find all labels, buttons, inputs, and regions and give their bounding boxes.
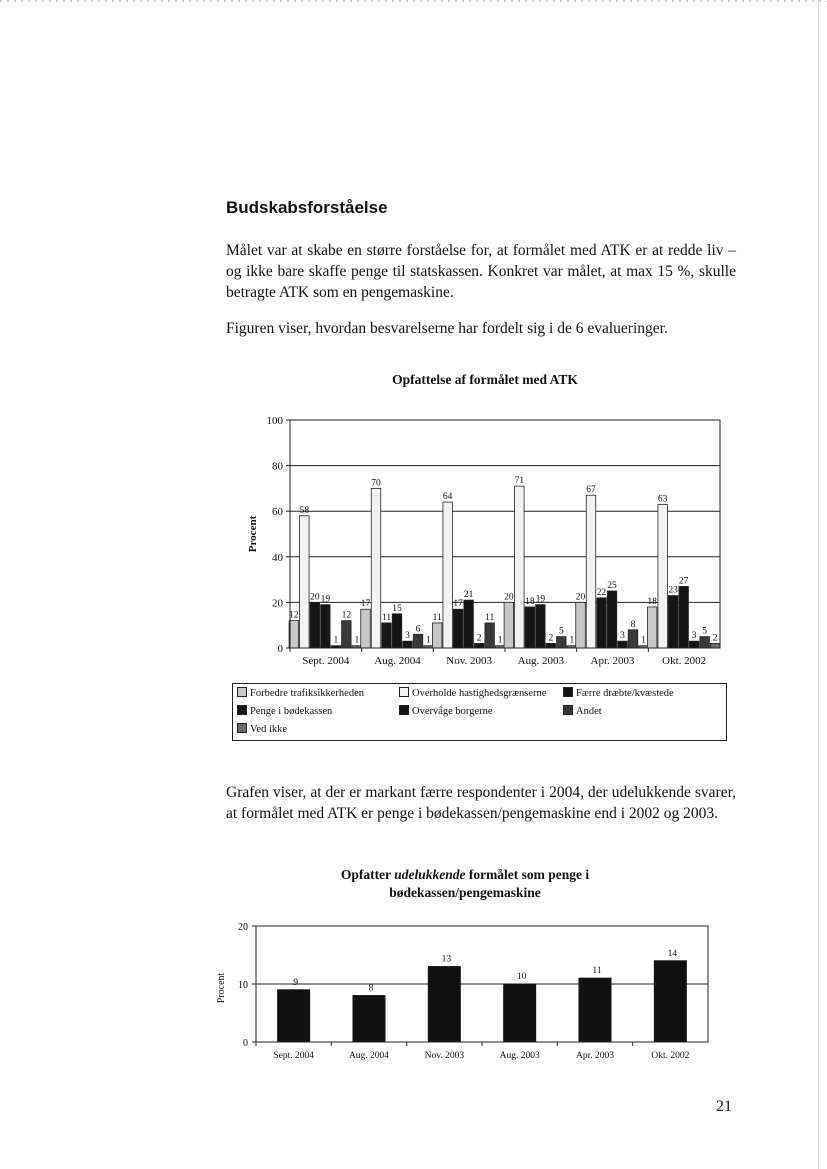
chart1-bar-label: 23 (668, 585, 678, 596)
chart1-bars (289, 486, 720, 648)
legend-swatch (399, 705, 409, 715)
chart1-bar (576, 602, 586, 648)
chart1-bar-label: 58 (299, 505, 310, 516)
chart1-bar (403, 641, 413, 648)
chart2-x-tick-label: Aug. 2004 (348, 1051, 390, 1061)
chart1-bar-label: 63 (657, 494, 668, 505)
chart1-bar-label: 11 (381, 612, 392, 623)
legend-swatch (563, 705, 573, 715)
chart2-x-tick-label: Apr. 2003 (576, 1051, 614, 1061)
chart1-bar (413, 634, 423, 648)
chart1-bar (485, 623, 495, 648)
chart1-bar (700, 637, 710, 648)
chart1-bar-label: 1 (641, 635, 646, 646)
chart1-bar-label: 5 (702, 626, 708, 637)
chart1-bar-label: 2 (476, 633, 482, 644)
chart1-bar-label: 19 (320, 594, 331, 605)
chart1-bar (658, 504, 668, 648)
chart1-bar (628, 630, 638, 648)
chart2-bar-label: 8 (368, 983, 374, 994)
chart1-bar-label: 11 (485, 612, 495, 623)
chart1-bar-label: 25 (607, 581, 617, 591)
paragraph-figure-intro: Figuren viser, hvordan besvarelserne har fordelt sig i de 6 evalueringer. (226, 320, 668, 337)
chart1-bar-label: 18 (525, 596, 535, 607)
page-number: 21 (716, 1098, 732, 1115)
chart1-bar (647, 607, 657, 648)
chart2-bar-label: 13 (441, 954, 452, 965)
chart1-x-tick-label: Aug. 2004 (374, 655, 421, 667)
legend-item (237, 705, 332, 717)
paragraph-goal: Målet var at skabe en større forståelse for, at formålet med ATK er at redde liv – og ikke bare skaffe penge til statskassen. Konkret var målet, at max 15 %, skulle betragte ATK som en pengemaskine. (226, 242, 736, 301)
chart1-gridlines (290, 466, 720, 603)
chart1-bar (607, 591, 617, 648)
chart1-bar-label: 17 (453, 599, 463, 610)
chart1-y-tick-label: 20 (272, 597, 283, 610)
section-heading: Budskabsforståelse (226, 198, 388, 217)
legend-label: Penge i bødekassen (250, 706, 333, 717)
legend-item (399, 687, 546, 699)
chart1-x-tick-label: Sept. 2004 (302, 655, 350, 667)
chart1-bar-label: 21 (463, 590, 474, 601)
chart1-bar-label: 20 (504, 592, 514, 603)
chart1-bar (392, 614, 402, 648)
chart2-bar-label: 14 (667, 948, 678, 959)
chart1-bar (443, 502, 453, 648)
legend-swatch (399, 687, 409, 697)
chart1-x-tick-label: Nov. 2003 (446, 655, 493, 667)
scan-top-edge (0, 0, 827, 2)
chart1-bar-label: 5 (558, 626, 564, 637)
chart1-bar (432, 623, 442, 648)
chart1-bar-label: 3 (620, 631, 625, 642)
chart1-bar (710, 643, 720, 648)
chart1-bar-label: 1 (354, 635, 360, 646)
chart1-bar-label: 3 (691, 631, 697, 642)
chart2-data-labels (293, 949, 677, 994)
chart1-bar-label: 70 (371, 478, 381, 489)
chart2-y-axis-label: Procent (216, 972, 227, 1004)
chart1-bar (474, 643, 484, 648)
chart2-bar (579, 978, 611, 1042)
chart2-bar-label: 11 (592, 966, 602, 977)
chart1-x-tick-label: Okt. 2002 (662, 655, 707, 667)
chart1-bar (321, 605, 331, 648)
legend-item (563, 705, 602, 717)
paragraph-conclusion: Grafen viser, at der er markant færre respondenter i 2004, der udelukkende svarer, at formålet med ATK er penge i bødekassen/pengemaskine end i 2002 og 2003. (226, 784, 736, 822)
chart2-bar-label: 9 (293, 977, 299, 988)
chart1-svg (230, 410, 730, 672)
chart2-title-part: Opfatter (340, 867, 395, 882)
legend-item (563, 687, 674, 699)
chart1-bar-label: 27 (678, 576, 689, 587)
chart2-x-tick-label: Aug. 2003 (499, 1051, 540, 1061)
chart1-bar-label: 17 (360, 599, 371, 610)
chart1-bar (525, 607, 535, 648)
chart1-bar (679, 586, 689, 648)
chart1-bar-label: 19 (535, 594, 546, 605)
chart1-bar (689, 641, 699, 648)
chart2-title-part: formålet som penge i bødekassen/pengemaskine (389, 867, 590, 900)
chart1-y-tick-label: 0 (277, 643, 283, 655)
legend-label: Overholde hastighedsgrænserne (412, 688, 547, 699)
chart2-y-tick-label: 10 (238, 980, 248, 991)
legend-label: Andet (576, 706, 602, 717)
scan-side-edge (818, 0, 819, 1169)
chart1-bar (464, 600, 474, 648)
legend-swatch (237, 687, 247, 697)
chart2-x-tick-label: Sept. 2004 (273, 1051, 314, 1061)
chart1-y-tick-label: 80 (272, 460, 283, 473)
chart1-bar-label: 1 (569, 635, 575, 646)
chart1-title: Opfattelse af formålet med ATK (392, 372, 578, 387)
chart1-bar-label: 15 (392, 603, 402, 614)
chart1-bar (557, 637, 567, 648)
chart1-bar (597, 598, 607, 648)
chart1-bar-label: 12 (289, 610, 299, 621)
legend-label: Overvåge borgerne (412, 706, 493, 717)
legend-swatch (237, 705, 247, 715)
chart2-x-tick-label: Okt. 2002 (651, 1051, 690, 1061)
chart2-bar (504, 984, 536, 1042)
chart1-bar-label: 71 (514, 476, 525, 487)
chart2-bar (278, 990, 310, 1042)
legend-swatch (563, 687, 573, 697)
chart2-bar (654, 961, 686, 1042)
chart1-bar (382, 623, 392, 648)
chart1-bar-label: 8 (630, 619, 636, 630)
chart1-bar (618, 641, 628, 648)
chart1-bar (300, 516, 310, 648)
chart1-bar (361, 609, 371, 648)
chart1-bar (342, 621, 352, 648)
chart2-title (300, 866, 630, 902)
chart2-bars (278, 961, 687, 1042)
chart1-bar-label: 64 (442, 492, 453, 503)
legend-item (237, 723, 287, 735)
chart1-y-tick-label: 40 (272, 551, 283, 564)
chart1-bar-label: 2 (548, 633, 554, 644)
chart1-bar (515, 486, 525, 648)
chart1-bar-label: 22 (596, 587, 607, 598)
chart2-bar (428, 967, 460, 1042)
chart1-bar (546, 643, 556, 648)
chart2-bar-label: 10 (516, 972, 527, 982)
chart1-bar-label: 1 (426, 635, 431, 646)
chart2-y-tick-label: 20 (238, 922, 248, 933)
chart2-bar (353, 996, 385, 1042)
chart2-y-tick-label: 0 (243, 1038, 248, 1049)
chart1-bar-label: 3 (405, 631, 410, 642)
chart1-bar-label: 20 (310, 592, 320, 603)
chart2-svg (210, 918, 730, 1066)
chart1-y-tick-label: 100 (266, 415, 283, 427)
legend-item (237, 687, 364, 699)
chart1-x-tick-label: Apr. 2003 (590, 655, 635, 667)
chart2-x-tick-label: Nov. 2003 (424, 1051, 465, 1061)
chart1-bar-label: 67 (586, 485, 596, 496)
chart1-bar (453, 609, 463, 648)
legend-swatch (237, 723, 247, 733)
chart1-bar-label: 6 (415, 624, 421, 635)
legend-item (399, 705, 493, 717)
legend-label: Færre dræbte/kvæstede (576, 688, 674, 699)
chart1-bar (310, 602, 320, 648)
chart1-bar-label: 20 (575, 592, 586, 603)
legend-label: Forbedre trafiksikkerheden (250, 688, 364, 699)
chart1-bar-label: 18 (647, 596, 657, 607)
chart1-bar (536, 605, 546, 648)
chart1-y-tick-label: 60 (272, 506, 283, 519)
chart1-bar-label: 12 (341, 610, 352, 621)
chart1-bar (289, 621, 298, 648)
chart1-bar-label: 2 (712, 633, 718, 644)
chart1-bar (504, 602, 514, 648)
chart1-bar (371, 488, 381, 648)
chart2-title-emphasis: udelukkende (394, 867, 466, 882)
chart1-bar (668, 596, 678, 648)
chart1-y-axis-label: Procent (247, 515, 259, 553)
chart1-x-tick-label: Aug. 2003 (517, 655, 565, 667)
chart1-bar (586, 495, 596, 648)
chart1-bar-label: 1 (497, 635, 503, 646)
chart1-bar-label: 1 (333, 635, 339, 646)
legend-label: Ved ikke (250, 724, 288, 735)
chart1-legend (232, 683, 727, 741)
chart1-bar-label: 11 (432, 612, 442, 623)
